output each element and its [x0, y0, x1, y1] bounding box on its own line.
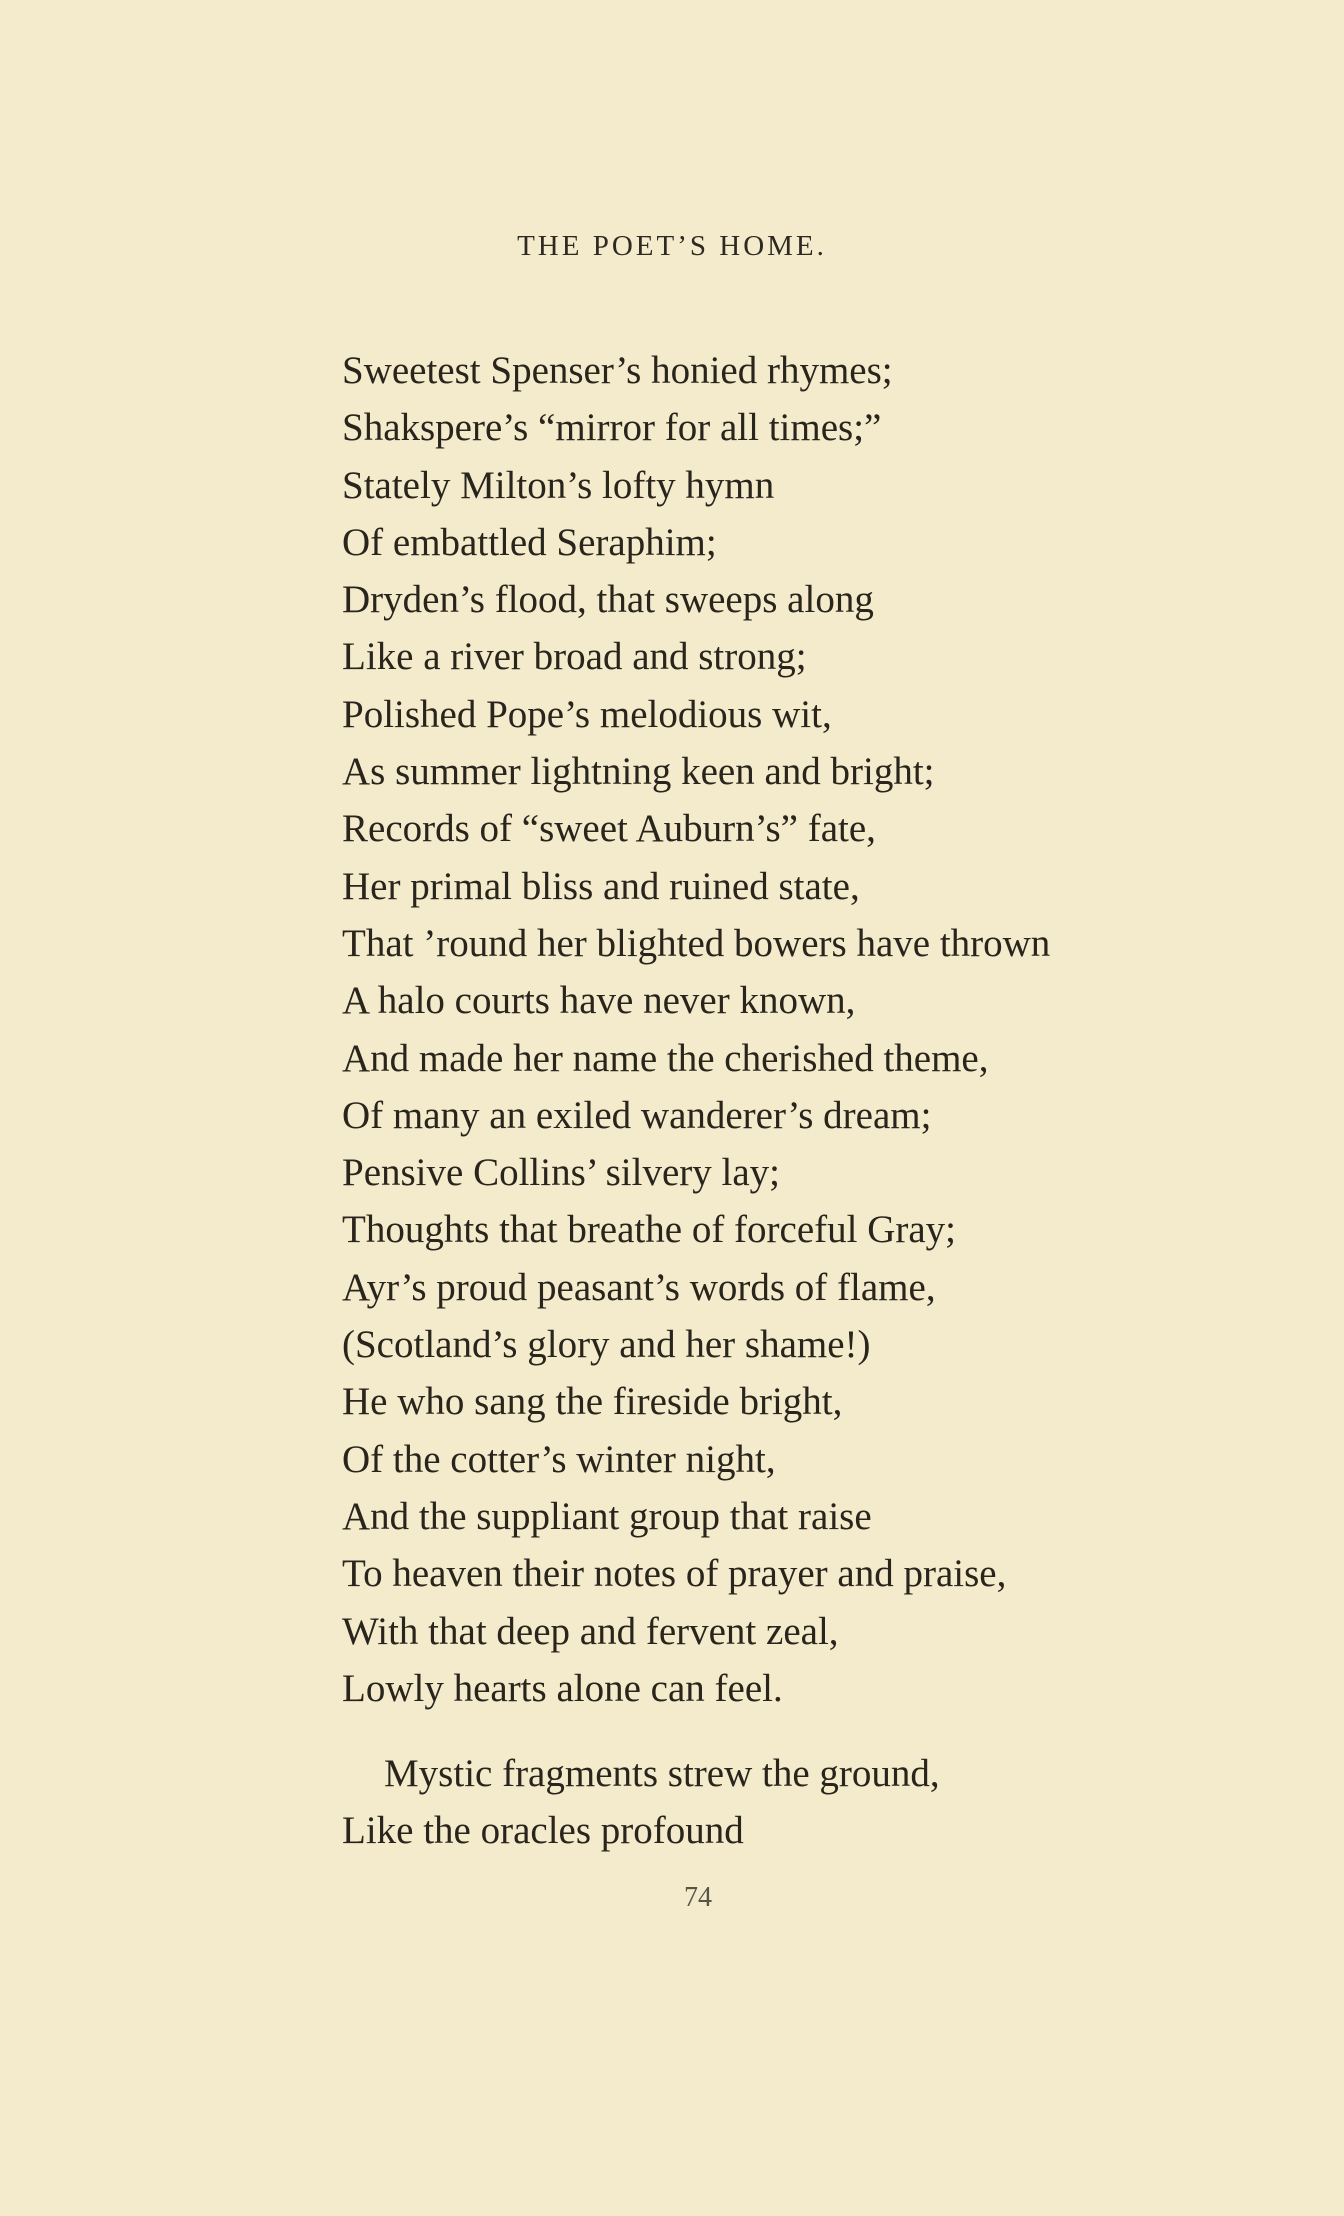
poem-line: Mystic fragments strew the ground,: [384, 1752, 940, 1796]
poem-line: To heaven their notes of prayer and praise,: [342, 1552, 1007, 1596]
poem-line: Of many an exiled wanderer’s dream;: [342, 1093, 932, 1137]
poem-line: With that deep and fervent zeal,: [342, 1609, 839, 1653]
poem-line: That ’round her blighted bowers have thrown: [342, 921, 1051, 965]
stanza-1: [342, 342, 1302, 1717]
poem-line: Thoughts that breathe of forceful Gray;: [342, 1208, 957, 1252]
poem-line: Sweetest Spenser’s honied rhymes;: [342, 349, 893, 392]
poem-line: Ayr’s proud peasant’s words of flame,: [342, 1265, 936, 1309]
poem-line: Of the cotter’s winter night,: [342, 1437, 776, 1481]
poem-line: As summer lightning keen and bright;: [342, 750, 935, 794]
stanza-2: [342, 1745, 1302, 1860]
poem-line: Lowly hearts alone can feel.: [342, 1666, 783, 1710]
poem-line: Polished Pope’s melodious wit,: [342, 692, 832, 736]
poem-line: Shakspere’s “mirror for all times;”: [342, 406, 882, 450]
poem-line: Stately Milton’s lofty hymn: [342, 463, 775, 507]
poem-line: (Scotland’s glory and her shame!): [342, 1323, 871, 1367]
poem-line: He who sang the fireside bright,: [342, 1380, 843, 1424]
poem-line: Like the oracles profound: [342, 1809, 744, 1853]
poem-line: Pensive Collins’ silvery lay;: [342, 1151, 780, 1195]
poem-line: Of embattled Seraphim;: [342, 520, 717, 564]
poem-line: A halo courts have never known,: [342, 979, 856, 1023]
running-head: THE POET’S HOME.: [517, 230, 827, 262]
poem-line: Dryden’s flood, that sweeps along: [342, 578, 874, 622]
poem-line: Her primal bliss and ruined state,: [342, 864, 860, 908]
page-number: 74: [684, 1882, 712, 1913]
poem-line: Like a river broad and strong;: [342, 635, 807, 679]
poem-line: And the suppliant group that raise: [342, 1494, 872, 1538]
poem-line: Records of “sweet Auburn’s” fate,: [342, 807, 876, 851]
poem-line: And made her name the cherished theme,: [342, 1036, 989, 1080]
poem-body: [342, 342, 1302, 1860]
